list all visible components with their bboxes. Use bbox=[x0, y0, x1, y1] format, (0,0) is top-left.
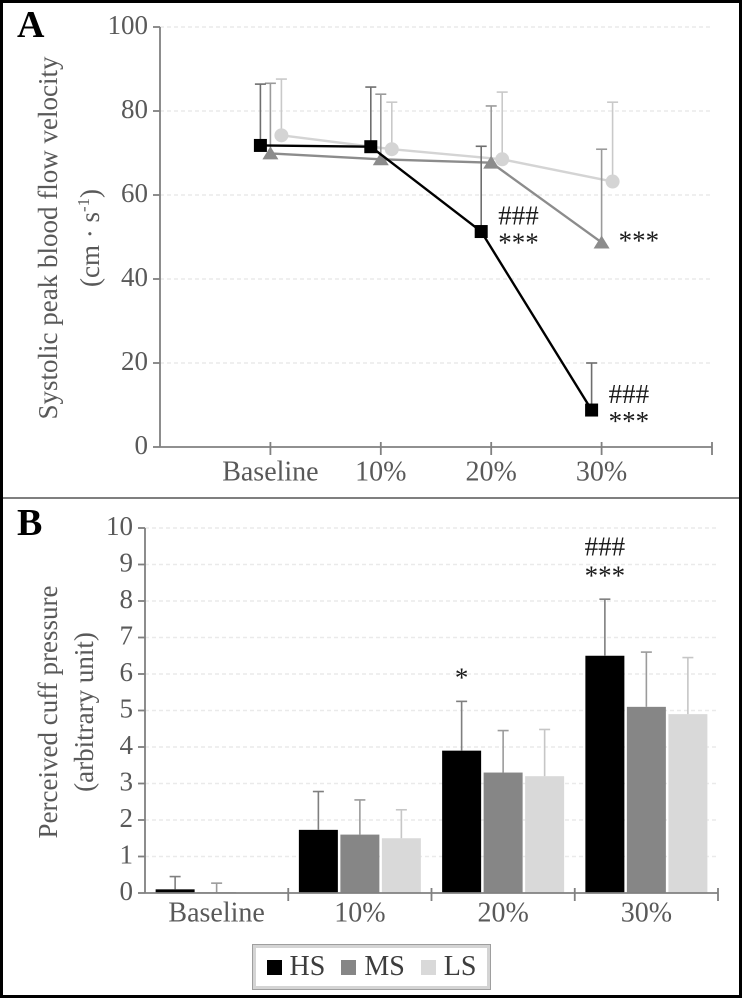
data-point-marker-ls bbox=[495, 152, 509, 166]
x-category-label: 30% bbox=[620, 897, 673, 929]
data-point-marker-ls bbox=[385, 142, 399, 156]
data-point-marker-hs bbox=[364, 140, 377, 153]
unit-superscript: -1 bbox=[74, 198, 93, 212]
legend-item-ms bbox=[341, 951, 404, 983]
y-tick-label: 1 bbox=[119, 839, 133, 870]
legend-label-ms: MS bbox=[364, 951, 405, 982]
charts-svg bbox=[3, 3, 739, 995]
bar-ls-10% bbox=[382, 838, 421, 893]
y-tick-label: 0 bbox=[119, 876, 133, 907]
legend-item-hs bbox=[267, 951, 326, 983]
y-tick-label: 10 bbox=[106, 511, 133, 542]
y-tick-label: 5 bbox=[119, 693, 133, 724]
panel-a-y-title-unit bbox=[66, 18, 108, 458]
bar-hs-10% bbox=[299, 830, 338, 893]
y-tick-label: 40 bbox=[121, 262, 148, 293]
significance-annotation: *** bbox=[498, 227, 539, 258]
data-point-marker-hs bbox=[475, 225, 488, 238]
ms-swatch bbox=[341, 960, 356, 975]
panel-b-y-axis-title bbox=[30, 532, 102, 892]
legend bbox=[253, 945, 490, 989]
y-tick-label: 20 bbox=[121, 346, 148, 377]
bar-ms-20% bbox=[484, 773, 523, 893]
bar-hs-30% bbox=[585, 656, 624, 893]
bar-ms-10% bbox=[340, 835, 379, 893]
y-tick-label: 100 bbox=[107, 10, 148, 41]
y-tick-label: 9 bbox=[119, 547, 133, 578]
panel-b-y-title-text: Perceived cuff pressure bbox=[33, 585, 63, 839]
legend-label-ls: LS bbox=[443, 951, 477, 982]
y-tick-label: 0 bbox=[134, 430, 148, 461]
y-tick-label: 6 bbox=[119, 657, 133, 688]
significance-annotation: ### bbox=[584, 531, 626, 562]
ls-swatch bbox=[421, 960, 436, 975]
y-tick-label: 60 bbox=[121, 178, 148, 209]
data-point-marker-ls bbox=[274, 128, 288, 142]
panel-separator bbox=[3, 497, 739, 499]
significance-annotation: *** bbox=[608, 406, 650, 437]
unit-prefix: (cm · s bbox=[75, 211, 105, 287]
y-tick-label: 8 bbox=[119, 584, 133, 615]
significance-annotation: *** bbox=[618, 225, 660, 256]
hs-swatch bbox=[267, 960, 282, 975]
x-category-label: Baseline bbox=[222, 456, 319, 488]
bar-ms-30% bbox=[627, 707, 666, 893]
data-point-marker-ls bbox=[606, 175, 620, 189]
x-category-label: 20% bbox=[477, 897, 529, 929]
panel-a-y-title-text: Systolic peak blood flow velocity bbox=[33, 56, 63, 420]
legend-item-ls bbox=[421, 951, 477, 983]
panel-b-label: B bbox=[17, 502, 43, 544]
significance-annotation: ### bbox=[608, 379, 650, 410]
panel-a-y-axis-title bbox=[30, 18, 105, 458]
legend-label-hs: HS bbox=[289, 951, 326, 982]
x-category-label: 30% bbox=[575, 456, 628, 488]
significance-annotation: *** bbox=[584, 560, 626, 591]
bar-ls-20% bbox=[525, 776, 564, 893]
y-tick-label: 80 bbox=[121, 94, 148, 125]
bar-hs-20% bbox=[442, 751, 481, 893]
x-category-label: 10% bbox=[355, 456, 407, 488]
panel-b-y-title-unit: (arbitrary unit) bbox=[69, 632, 99, 792]
series-line-ls bbox=[281, 135, 612, 181]
y-tick-label: 7 bbox=[119, 620, 133, 651]
x-category-label: 10% bbox=[334, 897, 386, 929]
series-line-hs bbox=[260, 145, 591, 410]
significance-annotation: ### bbox=[498, 200, 539, 231]
significance-annotation: * bbox=[454, 662, 469, 693]
y-tick-label: 4 bbox=[119, 730, 133, 761]
panel-a-label: A bbox=[17, 4, 45, 46]
bar-ls-30% bbox=[668, 714, 707, 893]
x-category-label: Baseline bbox=[168, 897, 265, 929]
y-tick-label: 3 bbox=[119, 766, 133, 797]
data-point-marker-hs bbox=[585, 404, 598, 417]
unit-suffix: ) bbox=[75, 189, 105, 199]
data-point-marker-hs bbox=[254, 139, 267, 152]
x-category-label: 20% bbox=[465, 456, 517, 488]
y-tick-label: 2 bbox=[119, 803, 133, 834]
